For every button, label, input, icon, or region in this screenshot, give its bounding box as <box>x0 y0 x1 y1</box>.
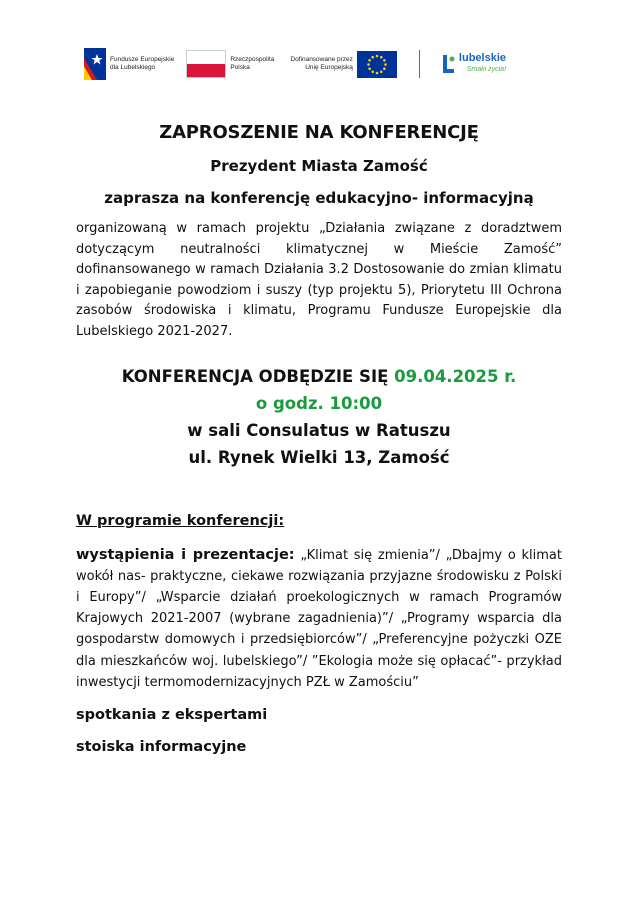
fe-text-line1: Fundusze Europejskie <box>110 56 175 63</box>
host-line: Prezydent Miasta Zamość <box>210 157 428 175</box>
invite-line: zaprasza na konferencję edukacyjno- informacyjną <box>104 189 534 207</box>
polish-flag-icon <box>186 50 226 78</box>
lubelskie-logo <box>440 53 506 75</box>
conference-address: ul. Rynek Wielki 13, Zamość <box>188 447 450 467</box>
lubelskie-name: lubelskie <box>458 52 506 64</box>
rp-text-line1: Rzeczpospolita <box>230 56 275 63</box>
program-item-experts: spotkania z ekspertami <box>76 706 268 723</box>
lubelskie-slogan: Smaki życia! <box>466 66 506 73</box>
fe-text-line2: dla Lubelskiego <box>110 64 156 71</box>
page-title: ZAPROSZENIE NA KONFERENCJĘ <box>159 122 479 143</box>
fe-logo <box>84 48 174 80</box>
conference-prefix: KONFERENCJA ODBĘDZIE SIĘ <box>121 366 395 386</box>
eu-logo <box>274 51 397 78</box>
invitation-body <box>76 118 562 755</box>
eu-text-line2: Unię Europejską <box>305 64 353 71</box>
conference-date: 09.04.2025 r. <box>394 366 517 386</box>
conference-time: o godz. 10:00 <box>255 393 383 413</box>
fe-star-icon <box>84 48 106 80</box>
program-text: „Klimat się zmienia”/ „Dbajmy o klimat wokół nas- praktyczne, ciekawe rozwiązania przyjazne środowisku z Polski i Europy”/ „Wsparcie działań proekologicznych w ramach Programów Krajowych 2021-2007 (wybrane zagadnienia)”/ „Programy wsparcia dla gospodarstw domowych i przedsiębiorców”/ „Preferencyjne pożyczki OZE dla mieszkańców woj. lubelskiego”/ ”Ekologia może się opłacać”- przykład inwestycji termomodernizacyjnych PZŁ w Zamościu” <box>76 547 562 690</box>
program-presentations <box>76 545 562 693</box>
eu-flag-icon <box>357 51 397 78</box>
rp-logo <box>174 50 274 78</box>
program-heading: W programie konferencji: <box>76 512 285 529</box>
lubelskie-mark-icon <box>440 53 456 75</box>
logo-divider <box>419 50 420 78</box>
conference-details <box>76 363 562 471</box>
program-lead: wystąpienia i prezentacje: <box>76 546 295 563</box>
program-item-stands: stoiska informacyjne <box>76 738 247 755</box>
conference-place: w sali Consulatus w Ratuszu <box>187 420 451 440</box>
intro-paragraph: organizowaną w ramach projektu „Działania związane z doradztwem dotyczącym neutralności klimatycznej w Mieście Zamość” dofinansowanego w ramach Działania 3.2 Dostosowanie do zmian klimatu i zapobieganie powodziom i suszy (typ projektu 5), Priorytetu III Ochrona zasobów środowiska i klimatu, Programu Fundusze Europejskie dla Lubelskiego 2021-2027. <box>76 221 562 339</box>
logo-bar <box>84 46 554 82</box>
rp-text-line2: Polska <box>230 64 250 71</box>
conference-date-line <box>76 363 562 390</box>
eu-text-line1: Dofinansowane przez <box>290 56 353 63</box>
